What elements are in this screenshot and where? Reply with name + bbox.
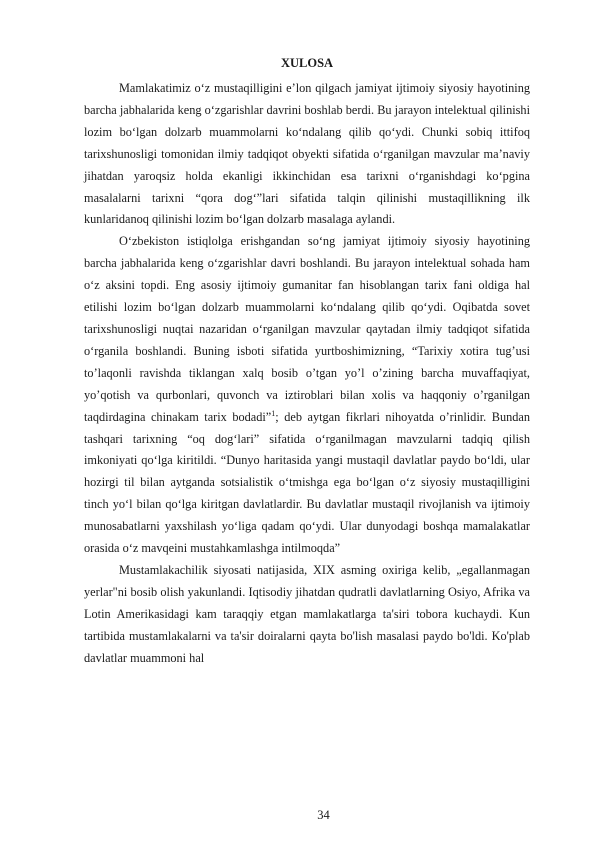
- paragraph-1: [84, 78, 530, 231]
- paragraph-3: [84, 560, 530, 670]
- paragraph-2-text: O‘zbekiston istiqlolga erishgandan so‘ng jamiyat ijtimoiy siyosiy hayotining barcha jabhalarida keng o‘zgarishlar davri boshlandi. Bu jarayon intelektual sohada ham o‘z aksini topdi. Eng asosiy ijtimoiy gumanitar fan hisoblangan tarix fani oldiga hal etilishi lozim bo‘lgan dolzarb muammolarni ko‘ndalang qilib qo‘ydi. Oqibatda sovet tarixshunosligi nuqtai nazaridan o‘rganilgan mavzular qaytadan ilmiy tadqiqot sifatida o‘rganila boshlandi. Buning isboti sifatida yurtboshimizning, “Tarixiy xotira tug’usi to’laqonli ravishda tiklangan xalq bosib o’tgan yo’l o’zining barcha muvaffaqiyat, yo’qotish va qurbonlari, quvonch va iztiroblari bilan xolis va haqqoniy o’rganilgan taqdirdagina chinakam tarix bodadi”: [84, 234, 530, 424]
- document-body: [84, 54, 530, 669]
- paragraph-3-text: Mustamlakachilik siyosati natijasida, XIX asming oxiriga kelib, „egallanmagan yerlar"ni bosib olish yakunlandi. Iqtisodiy jihatdan qudratli davlatlarning Osiyo, Afrika va Lotin Amerikasidagi kam taraqqiy etgan mamlakatlarga ta'siri tobora kuchaydi. Kun tartibida mustamlakalarni va ta'sir doiralarni qayta bo'lish masalasi paydo bo'ldi. Ko'plab davlatlar muammoni hal: [84, 562, 530, 665]
- page-number: 34: [317, 808, 330, 822]
- section-title: XULOSA: [280, 56, 334, 70]
- paragraph-1-text: Mamlakatimiz o‘z mustaqilligini e’lon qilgach jamiyat ijtimoiy siyosiy hayotining barcha jabhalarida keng o‘zgarishlar davrini boshlab berdi. Bu jarayon intelektual qilinishi lozim bo‘lgan dolzarb muammolarni ko‘ndalang qilib qo‘ydi. Chunki sobiq ittifoq tarixshunosligi tomonidan ilmiy tadqiqot obyekti sifatida o‘rganilgan mavzular ma’naviy jihatdan yaroqsiz holda ekanligi ikkinchidan esa tarixni o‘rganishdagi ko‘pgina masalalarni tarixni “qora dog‘”lari sifatida talqin qilinishi mustaqillikning ilk kunlaridanoq qilinishi lozim bo‘lgan dolzarb masalaga aylandi.: [84, 81, 530, 227]
- paragraph-2: [84, 231, 530, 560]
- footnote-marker[interactable]: 1: [271, 408, 276, 418]
- paragraph-2-continuation: ; deb aytgan fikrlari nihoyatda o’rinlidir. Bundan tashqari tarixning “oq dog‘lari” sifatida o‘rganilmagan mavzularni tadqiq qilish imkoniyati qo‘lga kiritildi. “Dunyo haritasida yangi mustaqil davlatlar paydo bo‘ldi, ular hozirgi til bilan aytganda sotsialistik o‘tmishga ega bo‘lgan o‘z siyosiy mustaqilligini tinch yo‘l bilan qo‘lga kiritgan davlatlardir. Bu davlatlar mustaqil rivojlanish va ijtimoiy munosabatlarni yaxshilash yo‘liga qadam qo‘ydi. Ular dunyodagi boshqa mamalakatlar orasida o‘z mavqeini mustahkamlashga intilmoqda”: [84, 409, 530, 556]
